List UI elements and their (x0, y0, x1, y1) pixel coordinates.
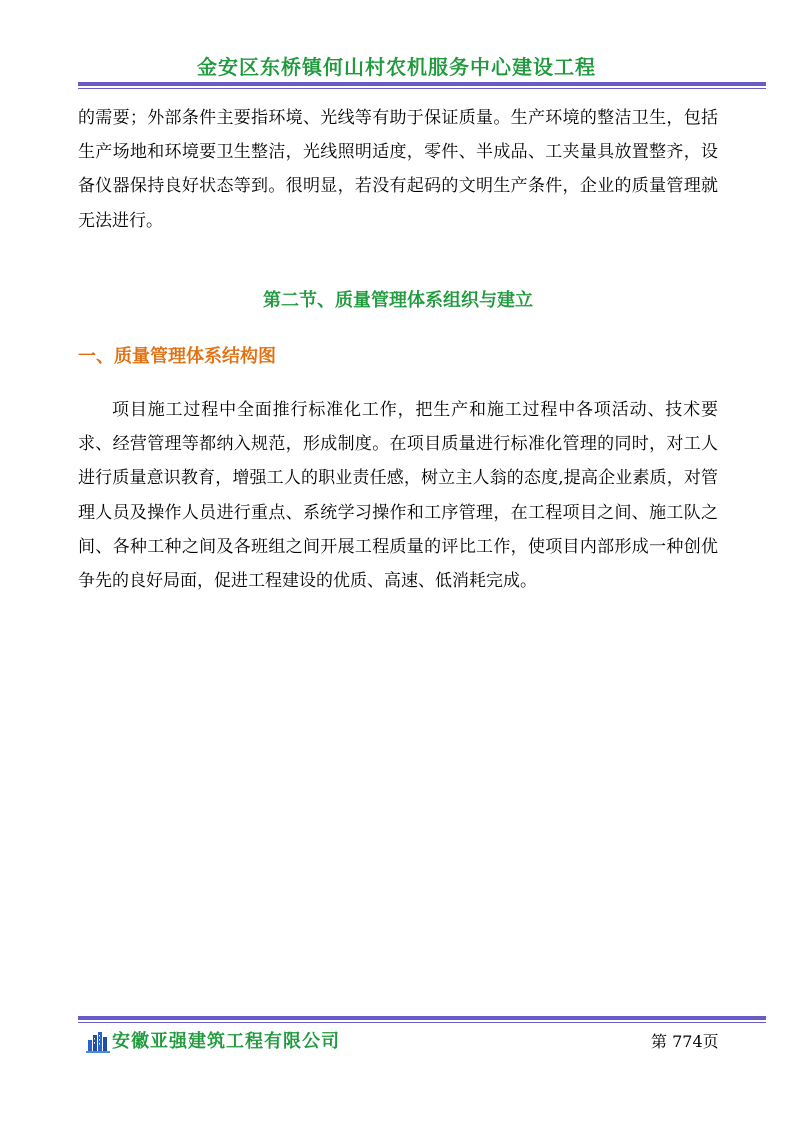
footer-company-name: 安徽亚强建筑工程有限公司 (112, 1031, 340, 1052)
body-paragraph-1: 的需要；外部条件主要指环境、光线等有助于保证质量。生产环境的整洁卫生，包括生产场地和环境要卫生整洁，光线照明适度，零件、半成品、工夹量具放置整齐，设备仪器保持良好状态等到。很明显，若没有起码的文明生产条件，企业的质量管理就无法进行。 (78, 108, 718, 231)
building-logo-icon (86, 1031, 110, 1053)
subsection-title: 一、质量管理体系结构图 (78, 346, 276, 367)
header-divider (78, 82, 766, 89)
body-paragraph-2: 项目施工过程中全面推行标准化工作，把生产和施工过程中各项活动、技术要求、经营管理等都纳入规范，形成制度。在项目质量进行标准化管理的同时，对工人进行质量意识教育，增强工人的职业责任感，树立主人翁的态度,提高企业素质，对管理人员及操作人员进行重点、系统学习操作和工序管理，在工程项目之间、施工队之间、各种工种之间及各班组之间开展工程质量的评比工作，使项目内部形成一种创优争先的良好局面，促进工程建设的优质、高速、低消耗完成。 (78, 400, 718, 592)
footer-divider (78, 1016, 766, 1023)
section-title: 第二节、质量管理体系组织与建立 (263, 290, 533, 311)
footer-page-number: 第 774页 (651, 1032, 719, 1051)
page-header-title: 金安区东桥镇何山村农机服务中心建设工程 (197, 55, 596, 79)
